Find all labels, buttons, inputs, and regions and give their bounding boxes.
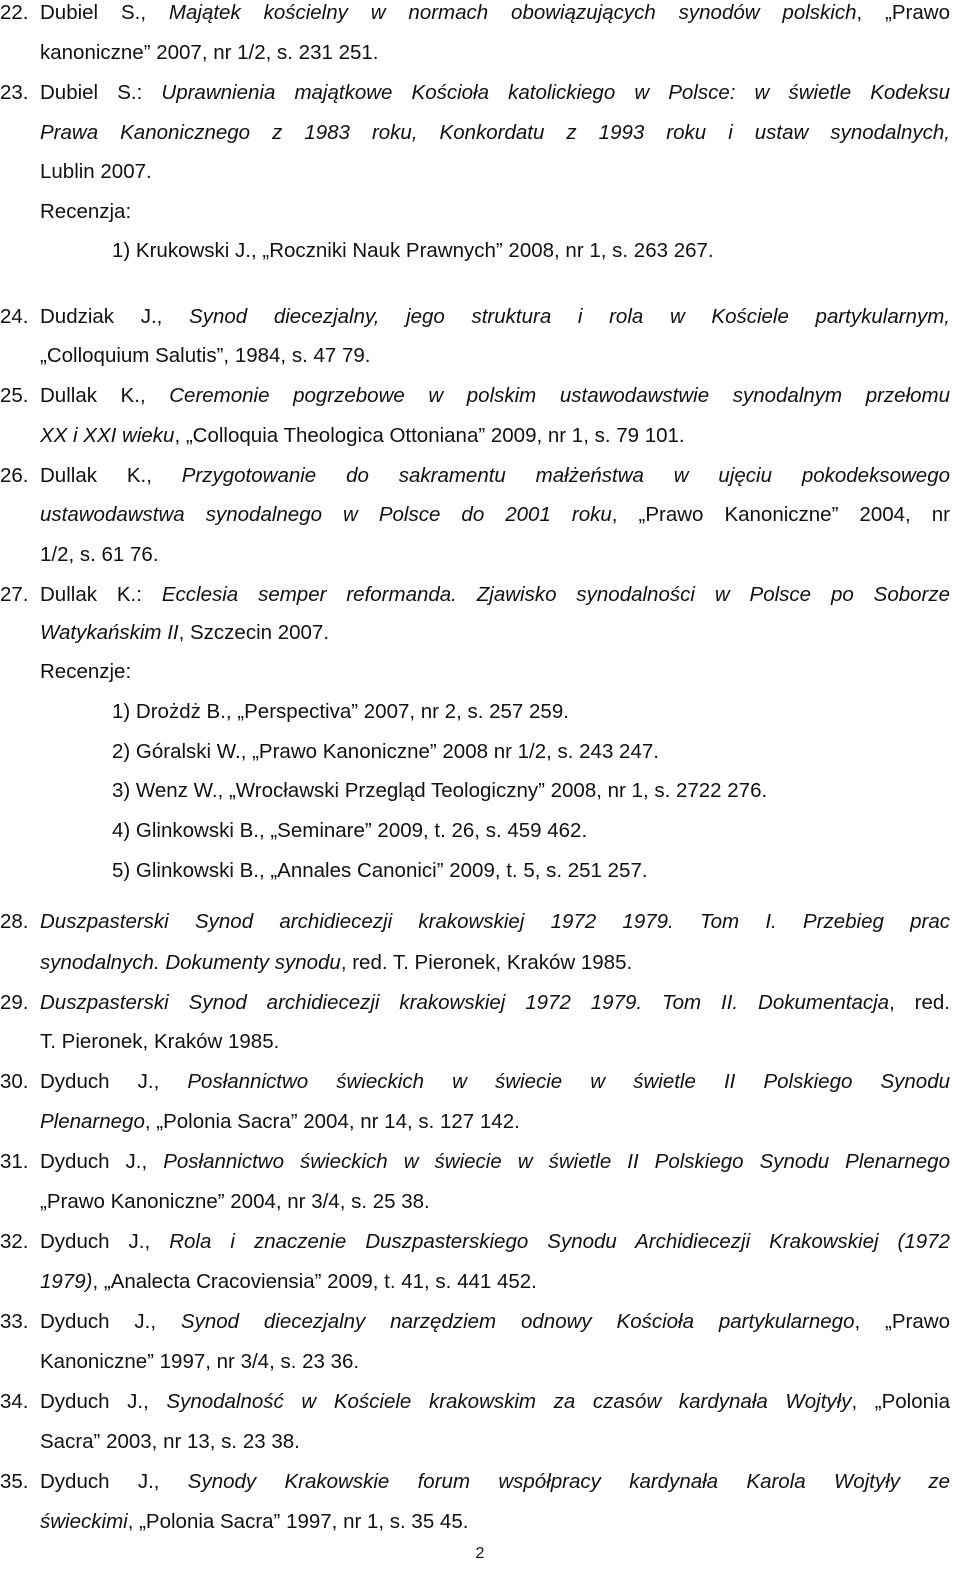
entry-text-line	[40, 0, 950, 32]
text-segment: , „Prawo	[856, 1, 950, 24]
text-segment: Dyduch J.	[40, 1470, 154, 1493]
text-segment: Dyduch J.	[40, 1070, 154, 1093]
entry-number: 33.	[0, 1310, 29, 1333]
entry-number: 25.	[0, 384, 29, 407]
review-label: Recenzja:	[40, 200, 132, 223]
italic-title: Uprawnienia majątkowe Kościoła katolickiego w Polsce: w świetle Kodeksu	[161, 81, 951, 104]
text-segment: ,	[156, 305, 190, 328]
italic-title: Synody Krakowskie forum współpracy kardynała Karola Wojtyły ze	[187, 1470, 950, 1493]
entry-text-line	[40, 1303, 950, 1341]
entry-text-line	[40, 614, 950, 652]
entry-number: 28.	[0, 910, 29, 933]
entry-text-line	[40, 153, 950, 191]
review-item: 5) Glinkowski B., „Annales Canonici” 2009, t. 5, s. 251 257.	[112, 859, 648, 882]
entry-text-line	[40, 1423, 950, 1461]
italic-title: Posłannictwo świeckich w świecie w świetle II Polskiego Synodu	[187, 1070, 950, 1093]
italic-title: Synodalność w Kościele krakowskim za czasów kardynała Wojtyły	[166, 1390, 852, 1413]
entry-number: 35.	[0, 1470, 29, 1493]
text-segment: Lublin 2007.	[40, 160, 152, 183]
entry-text-line	[40, 457, 950, 495]
entry-text-line	[40, 1063, 950, 1101]
italic-title: Ceremonie pogrzebowe w polskim ustawodawstwie synodalnym przełomu	[169, 384, 951, 407]
text-segment: Dubiel S.:	[40, 81, 162, 104]
entry-text-line	[40, 1143, 950, 1181]
italic-title: Watykańskim II	[40, 621, 179, 644]
italic-title: Posłannictwo świeckich w świecie w świetle II Polskiego Synodu Plenarnego	[163, 1150, 950, 1173]
text-segment: ,	[150, 1310, 181, 1333]
text-segment: , „Prawo	[854, 1310, 950, 1333]
italic-title: ustawodawstwa synodalnego w Polsce do 2001 roku	[40, 503, 612, 526]
text-segment: Sacra” 2003, nr 13, s. 23 38.	[40, 1430, 300, 1453]
entry-text-line	[40, 417, 950, 455]
text-segment: T. Pieronek, Kraków 1985.	[40, 1030, 280, 1053]
text-segment: , „Polonia	[851, 1390, 950, 1413]
text-segment: , „Polonia Sacra” 1997, nr 1, s. 35 45.	[127, 1510, 469, 1533]
entry-text-line	[40, 377, 950, 415]
entry-text-line	[40, 34, 950, 72]
entry-number: 24.	[0, 305, 29, 328]
text-segment: Dyduch J.	[40, 1310, 151, 1333]
entry-text-line	[40, 337, 950, 375]
entry-text-line	[40, 1463, 950, 1501]
text-segment: Dullak K.	[40, 464, 147, 487]
text-segment: , Szczecin 2007.	[178, 621, 330, 644]
text-segment: , red.	[889, 991, 950, 1014]
entry-text-line	[40, 1023, 950, 1061]
italic-title: Przygotowanie do sakramentu małżeństwa w ujęciu pokodeksowego	[181, 464, 950, 487]
entry-number: 31.	[0, 1150, 29, 1173]
text-segment: ,	[144, 1230, 170, 1253]
review-item: 1) Krukowski J., „Roczniki Nauk Prawnych” 2008, nr 1, s. 263 267.	[112, 239, 714, 262]
entry-text-line	[40, 496, 950, 534]
italic-title: Ecclesia semper reformanda. Zjawisko synodalności w Polsce po Soborze	[161, 583, 951, 606]
text-segment: Dyduch J.	[40, 1390, 144, 1413]
entry-number: 29.	[0, 991, 29, 1014]
review-item: 1) Drożdż B., „Perspectiva” 2007, nr 2, s. 257 259.	[112, 700, 569, 723]
entry-text-line	[40, 944, 950, 982]
italic-title: Synod diecezjalny narzędziem odnowy Kościoła partykularnego	[180, 1310, 855, 1333]
text-segment: , red. T. Pieronek, Kraków 1985.	[340, 951, 633, 974]
italic-title: Synod diecezjalny, jego struktura i rola w Kościele partykularnym,	[189, 305, 950, 328]
italic-title: świeckimi	[40, 1510, 128, 1533]
entry-number: 23.	[0, 81, 29, 104]
review-label: Recenzje:	[40, 660, 132, 683]
entry-text-line	[40, 1343, 950, 1381]
entry-text-line	[40, 1223, 950, 1261]
entry-text-line	[40, 74, 950, 112]
entry-text-line	[40, 1503, 950, 1541]
text-segment: ,	[141, 1150, 164, 1173]
entry-number: 32.	[0, 1230, 29, 1253]
text-segment: „Colloquium Salutis”, 1984, s. 47 79.	[40, 344, 371, 367]
text-segment: , „Colloquia Theologica Ottoniana” 2009, nr 1, s. 79 101.	[174, 424, 685, 447]
review-item: 2) Góralski W., „Prawo Kanoniczne” 2008 nr 1/2, s. 243 247.	[112, 740, 659, 763]
text-segment: Dyduch J.	[40, 1150, 142, 1173]
text-segment: Kanoniczne” 1997, nr 3/4, s. 23 36.	[40, 1350, 360, 1373]
entry-number: 27.	[0, 583, 29, 606]
entry-text-line	[40, 1183, 950, 1221]
text-segment: , „Prawo Kanoniczne” 2004, nr	[611, 503, 950, 526]
text-segment: Dullak K.:	[40, 583, 162, 606]
italic-title: 1979)	[40, 1270, 93, 1293]
entry-number: 34.	[0, 1390, 29, 1413]
entry-number: 22.	[0, 1, 29, 24]
review-item: 4) Glinkowski B., „Seminare” 2009, t. 26, s. 459 462.	[112, 819, 588, 842]
text-segment: ,	[146, 464, 182, 487]
italic-title: synodalnych. Dokumenty synodu	[40, 951, 341, 974]
text-segment: kanoniczne” 2007, nr 1/2, s. 231 251.	[40, 41, 379, 64]
entry-number: 30.	[0, 1070, 29, 1093]
text-segment: 1/2, s. 61 76.	[40, 543, 159, 566]
text-segment: „Prawo Kanoniczne” 2004, nr 3/4, s. 25 38.	[40, 1190, 430, 1213]
entry-text-line	[40, 536, 950, 574]
text-segment: Dullak K.	[40, 384, 140, 407]
text-segment: ,	[139, 384, 170, 407]
italic-title: Duszpasterski Synod archidiecezji krakowskiej 1972 1979. Tom II. Dokumentacja	[40, 991, 890, 1014]
entry-text-line	[40, 1383, 950, 1421]
text-segment: , „Polonia Sacra” 2004, nr 14, s. 127 142.	[144, 1110, 520, 1133]
italic-title: Prawa Kanonicznego z 1983 roku, Konkordatu z 1993 roku i ustaw synodalnych,	[40, 121, 950, 144]
italic-title: Duszpasterski Synod archidiecezji krakowskiej 1972 1979. Tom I. Przebieg prac	[40, 910, 950, 933]
italic-title: XX i XXI wieku	[40, 424, 175, 447]
entry-text-line	[40, 1263, 950, 1301]
text-segment: ,	[143, 1390, 167, 1413]
entry-text-line	[40, 298, 950, 336]
entry-text-line	[40, 903, 950, 941]
entry-text-line	[40, 114, 950, 152]
entry-text-line	[40, 984, 950, 1022]
italic-title: Rola i znaczenie Duszpasterskiego Synodu Archidiecezji Krakowskiej (1972	[169, 1230, 950, 1253]
text-segment: ,	[153, 1070, 188, 1093]
text-segment: , „Analecta Cracoviensia” 2009, t. 41, s. 441 452.	[92, 1270, 537, 1293]
page-number: 2	[475, 1545, 485, 1562]
text-segment: Dudziak J.	[40, 305, 157, 328]
text-segment: Dyduch J.	[40, 1230, 145, 1253]
entry-text-line	[40, 1103, 950, 1141]
entry-text-line	[40, 576, 950, 614]
text-segment: Dubiel S.,	[40, 1, 169, 24]
entry-number: 26.	[0, 464, 29, 487]
italic-title: Majątek kościelny w normach obowiązujących synodów polskich	[168, 1, 857, 24]
text-segment: ,	[153, 1470, 188, 1493]
review-item: 3) Wenz W., „Wrocławski Przegląd Teologiczny” 2008, nr 1, s. 2722 276.	[112, 779, 768, 802]
italic-title: Plenarnego	[40, 1110, 145, 1133]
